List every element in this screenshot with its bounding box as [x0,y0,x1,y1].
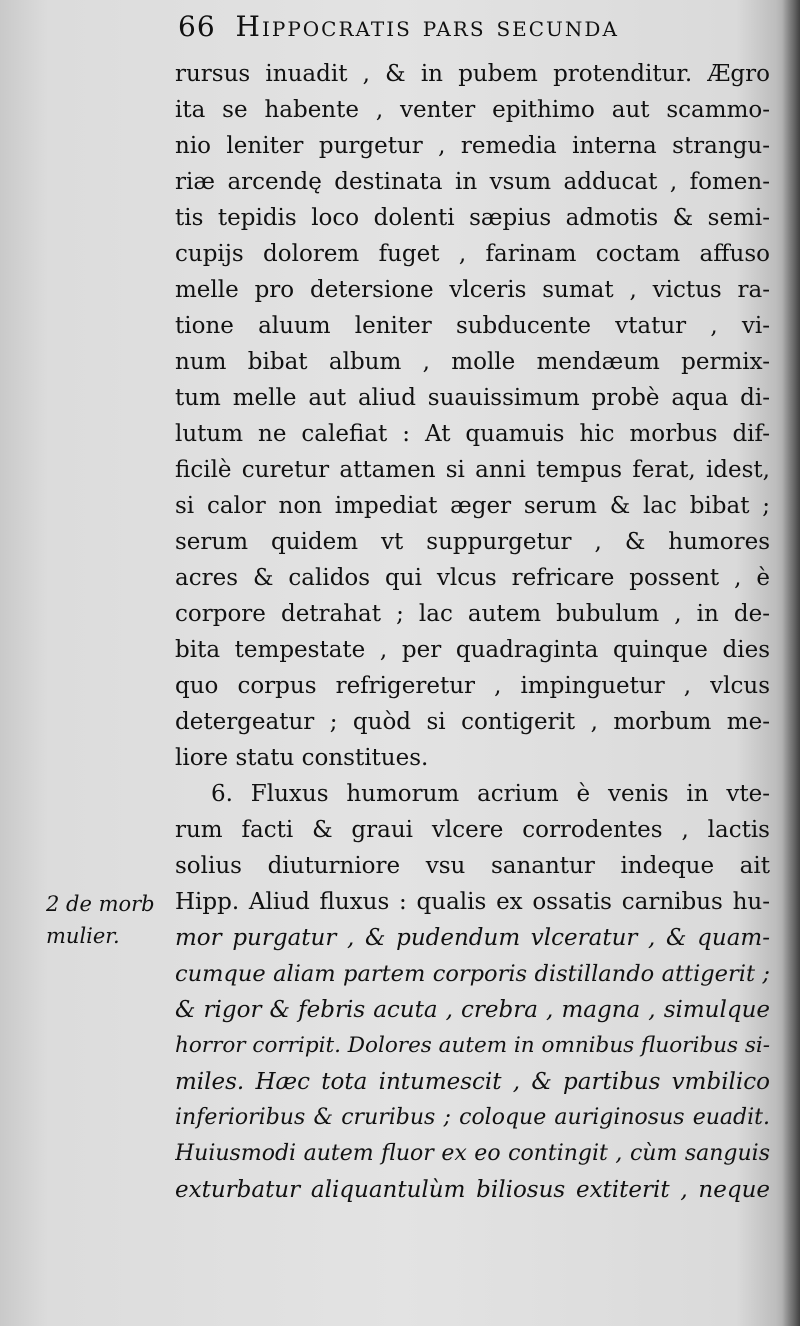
text-line: num bibat album , molle mendæum permix- [175,349,770,375]
quotation-line: mor purgatur , & pudendum vlceratur , & quam- [175,925,770,951]
text-line: rum facti & graui vlcere corrodentes , lactis [175,817,770,843]
text-line: tione aluum leniter subducente vtatur , vi- [175,313,770,339]
text-line: detergeatur ; quòd si contigerit , morbum me- [175,709,770,735]
text-line: rursus inuadit , & in pubem protenditur. Ægro [175,61,770,87]
text-line: melle pro detersione vlceris sumat , victus ra- [175,277,770,303]
body-text [175,56,770,1208]
text-line: ficilè curetur attamen si anni tempus ferat, idest, [175,457,770,483]
text-line: riæ arcendę destinata in vsum adducat , fomen- [175,169,770,195]
running-head: Hippocratis pars secunda [235,10,619,43]
text-line: solius diuturniore vsu sanantur indeque ait [175,853,770,879]
text-line: liore statu constitues. [175,745,429,771]
page-header [178,10,768,50]
text-line: serum quidem vt suppurgetur , & humores [175,529,770,555]
text-line: bita tempestate , per quadraginta quinque dies [175,637,770,663]
marginal-citation [46,888,176,952]
marginal-citation-line: 2 de morb [46,892,155,916]
text-line: cupijs dolorem fuget , farinam coctam affuso [175,241,770,267]
text-line: nio leniter purgetur , remedia interna strangu- [175,133,770,159]
text-line: acres & calidos qui vlcus refricare possent , è [175,565,770,591]
quotation-line: horror corripit. Dolores autem in omnibus fluoribus si- [175,1033,770,1058]
text-line: si calor non impediat æger serum & lac bibat ; [175,493,770,519]
page-gutter-shadow [782,0,800,1326]
quotation-line: inferioribus & cruribus ; coloque auriginosus euadit. [175,1105,770,1130]
quotation-line: & rigor & febris acuta , crebra , magna , simulque [175,997,770,1023]
quotation-line: cumque aliam partem corporis distillando attigerit ; [175,961,770,987]
text-line: corpore detrahat ; lac autem bubulum , in de- [175,601,770,627]
page-number: 66 [178,10,216,43]
text-line: quo corpus refrigeretur , impinguetur , vlcus [175,673,770,699]
quotation-line: exturbatur aliquantulùm biliosus extiterit , neque [175,1177,770,1203]
marginal-citation-line: mulier. [46,924,120,948]
section-start-line: 6. Fluxus humorum acrium è venis in vte- [211,781,770,807]
quotation-line: miles. Hæc tota intumescit , & partibus vmbilico [175,1069,770,1095]
text-line: tum melle aut aliud suauissimum probè aqua di- [175,385,770,411]
text-line: lutum ne calefiat : At quamuis hic morbus dif- [175,421,770,447]
text-line: ita se habente , venter epithimo aut scammo- [175,97,770,123]
quotation-line: Huiusmodi autem fluor ex eo contingit , cùm sanguis [175,1141,770,1166]
text-line: tis tepidis loco dolenti sæpius admotis & semi- [175,205,770,231]
text-line: Hipp. Aliud fluxus : qualis ex ossatis carnibus hu- [175,889,770,915]
